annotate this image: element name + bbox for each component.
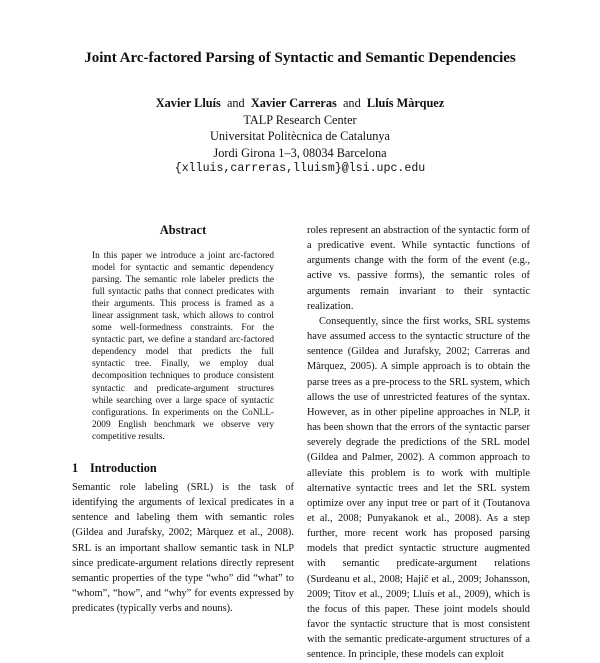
author-name: Xavier Carreras: [250, 96, 337, 110]
body-paragraph: Consequently, since the first works, SRL systems have assumed access to the syntactic structure of the sentence (Gildea and Jurafsky, 2002; Carreras and Màrquez, 2005). A simple approach is to obtain the parse trees as a pre-process to the SRL system, which allows the use of unrestricted features of the syntax. However, as in other pipeline approaches in NLP, it has been shown that the errors of the syntactic parser severely degrade the predictions of the SRL model (Gildea and Palmer, 2002). A common approach to alleviate this problem is to work with multiple alternative syntactic trees and let the SRL system optimize over any input tree or part of it (Toutanova et al., 2008; Punyakanok et al., 2008). As a step further, more recent work has proposed parsing models that predict syntactic structure augmented with semantic predicate-argument relations (Surdeanu et al., 2008; Hajič et al., 2009; Johansson, 2009; Titov et al., 2009; Lluís et al., 2009), which is the focus of this paper. These joint models should favor the syntactic structure that is most consistent with the semantic predicate-argument structures of a sentence. In principle, these models can exploit: [307, 315, 530, 661]
affiliation-line: Universitat Politècnica de Catalunya: [210, 129, 390, 143]
author-name: Lluís Màrquez: [366, 96, 445, 110]
body-paragraph: roles represent an abstraction of the syntactic form of a predicative event. While syntactic functions of arguments change with the form of the event (e.g., active vs. passive forms), the semantic roles of arguments remain invariant to their syntactic realization.: [307, 225, 530, 312]
right-column-body: [307, 223, 530, 663]
section-title: Introduction: [90, 461, 157, 475]
affiliation-line: Jordi Girona 1–3, 08034 Barcelona: [213, 145, 387, 160]
author-name: Xavier Lluís: [155, 96, 221, 110]
paper-title: Joint Arc-factored Parsing of Syntactic and Semantic Dependencies: [84, 50, 516, 66]
left-column-body: [72, 480, 294, 616]
author-conjunction: and: [342, 96, 361, 110]
abstract-text: In this paper we introduce a joint arc-factored model for syntactic and semantic dependency parsing. The semantic role labeler predicts the full syntactic paths that connect predicates with their arguments. This process is framed as a linear assignment task, which allows to control some well-formedness constraints. For the syntactic part, we define a standard arc-factored dependency model that predicts the full syntactic tree. Finally, we employ dual decomposition techniques to produce consistent syntactic and predicate-argument structures while searching over a large space of syntactic configurations. In experiments on the CoNLL-2009 English benchmark we observe very competitive results.: [92, 251, 274, 442]
section-heading: [72, 460, 294, 476]
section-number: 1: [72, 461, 79, 475]
body-paragraph: Semantic role labeling (SRL) is the task of identifying the arguments of lexical predicates in a sentence and labeling them with semantic roles (Gildea and Jurafsky, 2002; Màrquez et al., 2008). SRL is an important shallow semantic task in NLP since predicate-argument relations directly represent semantic properties of the type “who” did “what” to “whom”, “how”, and “why” for events expressed by predicates (typically verbs and nouns).: [72, 482, 294, 615]
author-conjunction: and: [226, 96, 245, 110]
abstract-heading: Abstract: [159, 223, 207, 237]
affiliation-line: TALP Research Center: [243, 112, 357, 127]
author-names-line: [0, 95, 600, 112]
author-email: {xlluis,carreras,lluism}@lsi.upc.edu: [174, 162, 426, 175]
author-block: [0, 95, 600, 178]
